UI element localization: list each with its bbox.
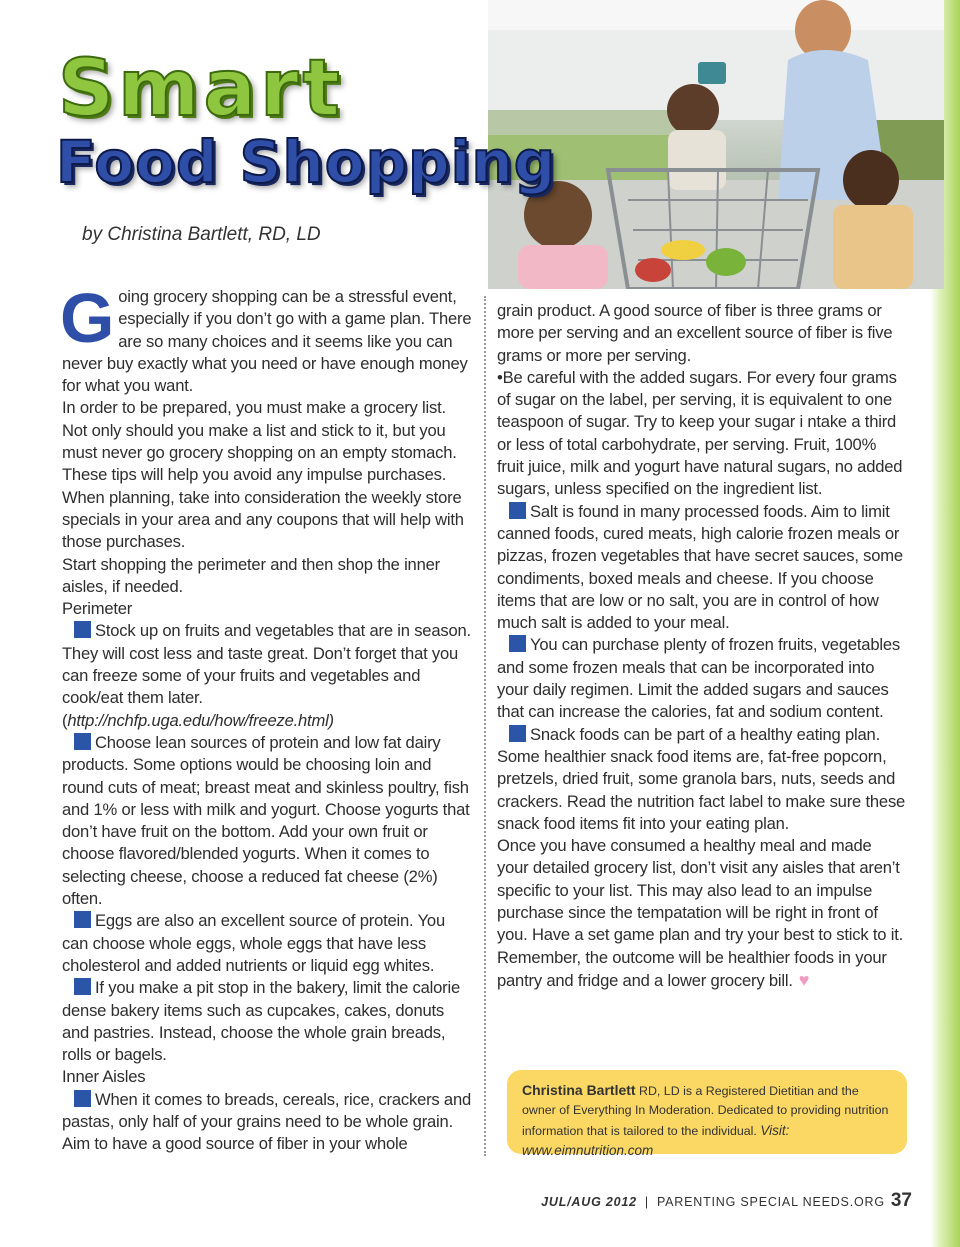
bullet-item bbox=[62, 732, 472, 910]
bullet-item bbox=[497, 501, 907, 635]
square-bullet-icon bbox=[74, 733, 91, 750]
section-heading-perimeter: Perimeter bbox=[62, 599, 133, 619]
publication-name: PARENTING SPECIAL NEEDS.ORG bbox=[656, 1195, 885, 1209]
square-bullet-icon bbox=[74, 1090, 91, 1107]
author-bio: RD, LD is a Registered Dietitian and the owner of Everything In Moderation. Dedicated to providing nutrition information that is tailored to the individual. bbox=[522, 1084, 889, 1138]
headline-smart: Smart bbox=[58, 44, 344, 134]
column-divider bbox=[484, 296, 486, 1156]
family-grocery-cart-photo bbox=[488, 0, 944, 289]
section-heading-inner-aisles: Inner Aisles bbox=[62, 1067, 146, 1087]
page-number: 37 bbox=[890, 1190, 912, 1211]
article-left-column bbox=[60, 279, 472, 1156]
paragraph: In order to be prepared, you must make a grocery list. Not only should you make a list and stick to it, but you must never go grocery shopping on an empty stomach. These tips will help you avoid any impulse purchases. When planning, take into consideration the weekly store specials in your area and any coupons that will help with those purchases. bbox=[62, 398, 464, 552]
square-bullet-icon bbox=[74, 621, 91, 638]
paragraph: grain product. A good source of fiber is three grams or more per serving and an excellent source of fiber is five grams or more per serving. bbox=[497, 301, 893, 365]
intro-paragraph bbox=[60, 279, 472, 397]
byline: by Christina Bartlett, RD, LD bbox=[82, 224, 321, 245]
square-bullet-icon bbox=[509, 725, 526, 742]
author-website-link[interactable]: Visit: www.eimnutrition.com bbox=[522, 1122, 790, 1159]
bullet-item bbox=[497, 634, 907, 723]
bullet-text: If you make a pit stop in the bakery, limit the calorie dense bakery items such as cupcakes, cakes, donuts and pastries. Instead, choose the whole grain breads, rolls or bagels. bbox=[62, 978, 460, 1065]
closing-paragraph bbox=[497, 835, 907, 992]
square-bullet-icon bbox=[509, 635, 526, 652]
bullet-text: You can purchase plenty of frozen fruits, vegetables and some frozen meals that can be incorporated into your daily regimen. Limit the added sugars and sauces that can increase the calories, fat and sodium content. bbox=[497, 635, 900, 722]
bullet-item bbox=[497, 724, 907, 835]
square-bullet-icon bbox=[74, 978, 91, 995]
article-right-column bbox=[497, 300, 907, 992]
footer-separator: | bbox=[644, 1195, 649, 1209]
issue-date: JUL/AUG 2012 bbox=[541, 1195, 637, 1209]
heart-icon: ♥ bbox=[798, 969, 810, 990]
paragraph: •Be careful with the added sugars. For every four grams of sugar on the label, per serving, it is equivalent to one teaspoon of sugar. Try to keep your sugar i ntake a third or less of total carbohydrate, per serving. Fruit, 100% fruit juice, milk and yogurt have natural sugars, no added sugars, unless specified on the ingredient list. bbox=[497, 367, 903, 499]
bullet-text: Choose lean sources of protein and low fat dairy products. Some options would be choosing loin and round cuts of meat; breast meat and skinless poultry, fish and 1% or less with milk and yogurt. Choose yogurts that don’t have fruit on the bottom. Add your own fruit or choose flavored/blended yogurts. When it comes to selecting cheese, choose a reduced fat cheese (2%) often. bbox=[62, 732, 470, 909]
headline-food-shopping: Food Shopping bbox=[56, 128, 557, 196]
square-bullet-icon bbox=[509, 502, 526, 519]
author-name: Christina Bartlett bbox=[522, 1082, 636, 1098]
bullet-item bbox=[62, 977, 472, 1066]
bullet-text: When it comes to breads, cereals, rice, crackers and pastas, only half of your grains need to be whole grain. Aim to have a good source of fiber in your whole bbox=[62, 1089, 472, 1154]
intro-text: oing grocery shopping can be a stressful event, especially if you don’t go with a game plan. There are so many choices and it seems like you can never buy exactly what you need or have enough money for what you want. bbox=[62, 287, 472, 396]
bullet-text: Eggs are also an excellent source of protein. You can choose whole eggs, whole eggs that have less cholesterol and added nutrients or liquid egg whites. bbox=[62, 911, 445, 975]
closing-text: Once you have consumed a healthy meal and made your detailed grocery list, don’t visit any aisles that aren’t specific to your list. This may also lead to an impulse purchase since the tempatation will be right in front of you. Have a set game plan and try your best to stick to it. Remember, the outcome will be healthier foods in your pantry and fridge and a lower grocery bill. bbox=[497, 836, 904, 990]
square-bullet-icon bbox=[74, 911, 91, 928]
paragraph: Start shopping the perimeter and then shop the inner aisles, if needed. bbox=[62, 554, 440, 596]
drop-cap: G bbox=[60, 279, 115, 357]
freeze-link[interactable]: http://nchfp.uga.edu/how/freeze.html) bbox=[67, 710, 334, 730]
bullet-text: Stock up on fruits and vegetables that are in season. They will cost less and taste great. Don’t forget that you can freeze some of your fruits and vegetables and cook/eat them later. ( bbox=[62, 621, 471, 730]
bullet-item bbox=[62, 620, 472, 731]
bullet-text: Snack foods can be part of a healthy eating plan. Some healthier snack food items are, fat-free popcorn, pretzels, dried fruit, some granola bars, nuts, seeds and crackers. Read the nutrition fact label to make sure these snack food items fit into your eating plan. bbox=[497, 724, 906, 833]
bullet-item bbox=[62, 1089, 472, 1156]
bullet-text: Salt is found in many processed foods. Aim to limit canned foods, cured meats, high calorie frozen meals or pizzas, frozen vegetables that have secret sauces, some condiments, boxed meals and cheese. If you choose items that are low or no salt, you are in control of how much salt is added to your meal. bbox=[497, 501, 903, 633]
author-bio-box bbox=[507, 1070, 907, 1159]
bullet-item bbox=[62, 910, 472, 977]
page-footer bbox=[541, 1190, 912, 1212]
